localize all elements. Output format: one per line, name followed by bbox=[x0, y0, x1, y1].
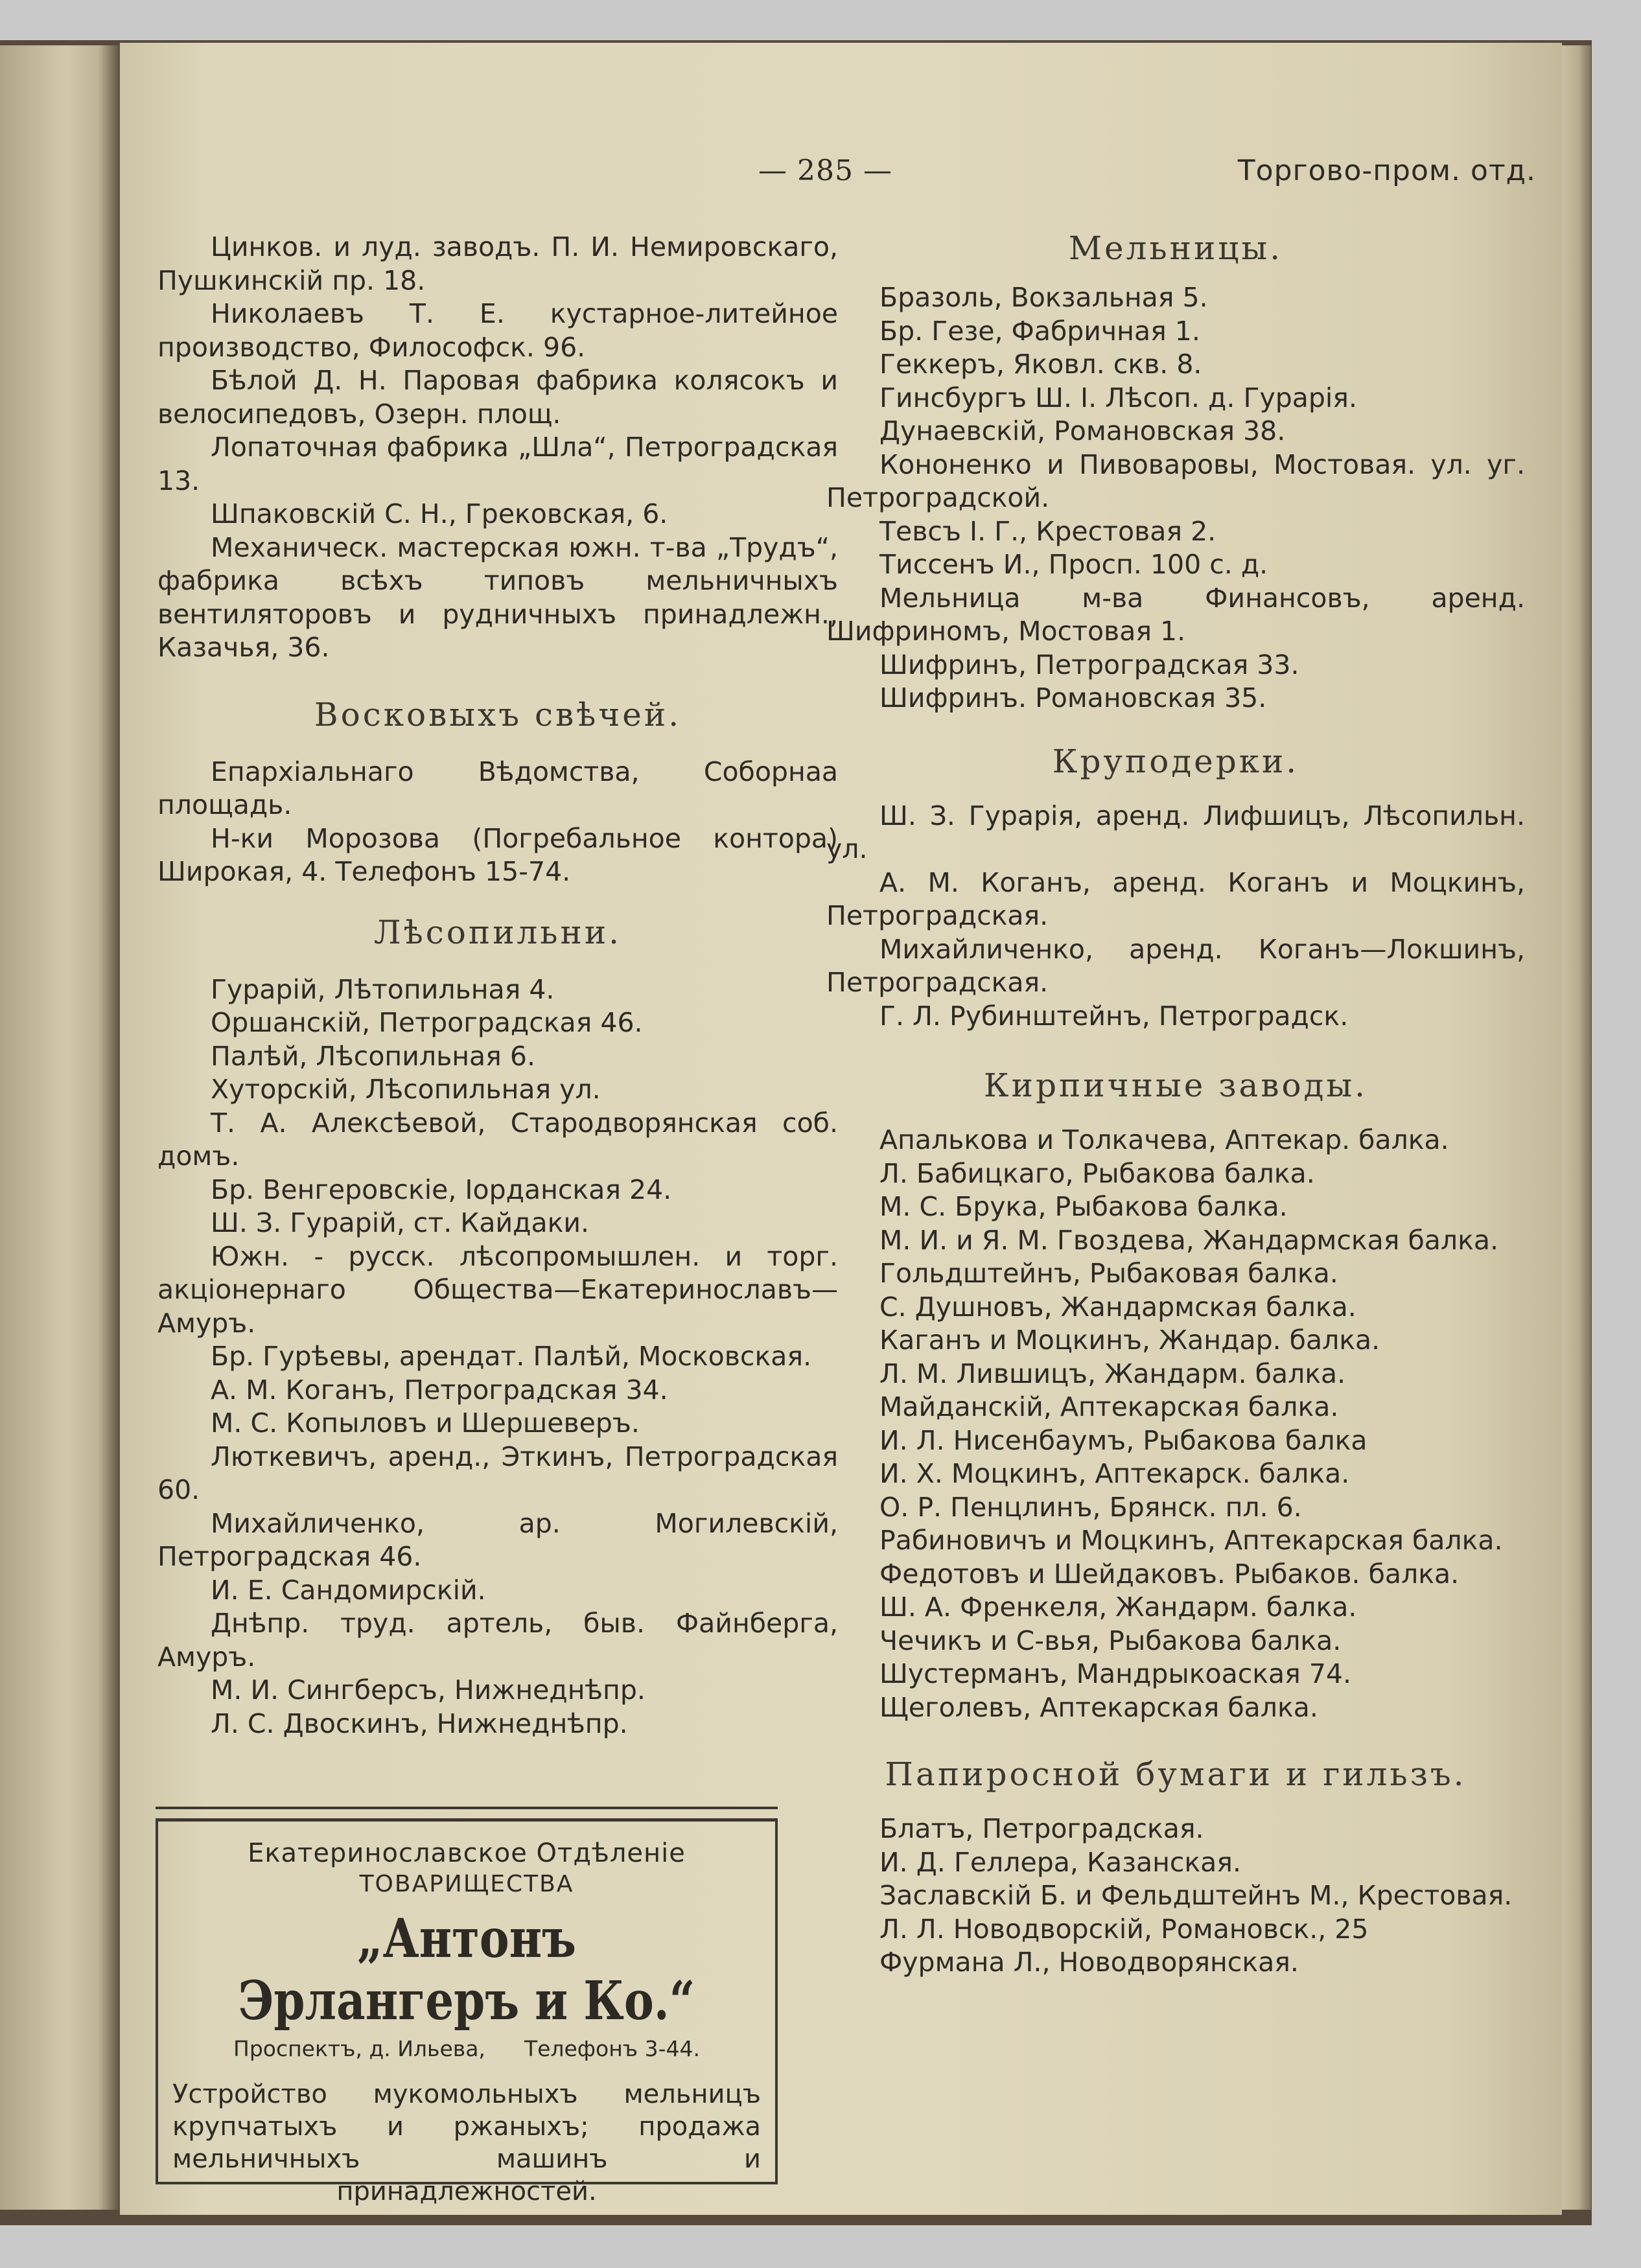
right-page-edge bbox=[1559, 45, 1591, 2210]
advert-address: Проспектъ, д. Ильева, bbox=[233, 2036, 485, 2061]
advert-description: Устройство мукомольныхъ мельницъ крупчатыхъ и ржаныхъ; продажа мельничныхъ машинъ и принадлежностей. bbox=[172, 2079, 761, 2206]
list-item: И. Л. Нисенбаумъ, Рыбакова балка bbox=[879, 1424, 1368, 1456]
list-item: Бѣлой Д. Н. Паровая фабрика колясокъ и велосипедовъ, Озерн. площ. bbox=[157, 365, 838, 430]
list-item: М. И. и Я. М. Гвоздева, Жандармская балка. bbox=[879, 1224, 1499, 1256]
left-top-entries bbox=[157, 231, 838, 665]
list-item: Л. Бабицкаго, Рыбакова балка. bbox=[879, 1157, 1315, 1189]
section-heading-wax-candles: Восковыхъ свѣчей. bbox=[314, 695, 682, 734]
list-item: Гольдштейнъ, Рыбаковая балка. bbox=[879, 1258, 1338, 1289]
list-item: Л. С. Двоскинъ, Нижнеднѣпр. bbox=[211, 1707, 628, 1739]
list-item: А. М. Коганъ, Петроградская 34. bbox=[211, 1374, 668, 1406]
list-item: Епархіальнаго Вѣдомства, Соборнаа площадь. bbox=[157, 756, 838, 820]
section-heading-brick-works: Кирпичные заводы. bbox=[983, 1067, 1368, 1104]
list-item: И. Е. Сандомирскій. bbox=[211, 1574, 486, 1606]
list-item: Чечикъ и С-вья, Рыбакова балка. bbox=[879, 1625, 1342, 1656]
list-item: Днѣпр. труд. артель, быв. Файнберга, Амуръ. bbox=[157, 1608, 838, 1672]
list-item: Гурарій, Лѣтопильная 4. bbox=[211, 973, 555, 1005]
list-item: Михайличенко, аренд. Коганъ—Локшинъ, Петроградская. bbox=[826, 933, 1525, 998]
list-item: Кононенко и Пивоваровы, Мостовая. ул. уг. Петроградской. bbox=[826, 448, 1525, 513]
list-item: Михайличенко, ар. Могилевскій, Петроградская 46. bbox=[157, 1507, 838, 1572]
list-item: Геккеръ, Яковл. скв. 8. bbox=[879, 349, 1202, 380]
list-item: Тевсъ І. Г., Крестовая 2. bbox=[879, 515, 1216, 547]
advert-top-rule bbox=[156, 1807, 778, 1809]
list-item: Федотовъ и Шейдаковъ. Рыбаков. балка. bbox=[879, 1558, 1460, 1590]
list-item: Лопаточная фабрика „Шла“, Петроградская 13. bbox=[157, 432, 838, 496]
list-item: Бразоль, Вокзальная 5. bbox=[879, 282, 1208, 313]
list-item: Майданскій, Аптекарская балка. bbox=[879, 1391, 1339, 1422]
advert-branch-line: Екатеринославское Отдѣленіе bbox=[248, 1838, 686, 1868]
advert-box bbox=[156, 1818, 778, 2206]
running-head: Торгово-пром. отд. bbox=[1237, 154, 1536, 187]
list-item: Н-ки Морозова (Погребальное контора) Широкая, 4. Телефонъ 15-74. bbox=[157, 822, 838, 887]
section-heading-mills: Мельницы. bbox=[1068, 229, 1283, 267]
list-item: С. Душновъ, Жандармская балка. bbox=[879, 1291, 1356, 1323]
list-item: Южн. - русск. лѣсопромышлен. и торг. акціонернаго Общества—Екатеринославъ—Амуръ. bbox=[157, 1240, 838, 1339]
list-item: Ш. А. Френкеля, Жандарм. балка. bbox=[879, 1591, 1357, 1623]
list-item: Тиссенъ И., Просп. 100 с. д. bbox=[879, 549, 1268, 580]
list-item: Оршанскій, Петроградская 46. bbox=[211, 1007, 643, 1038]
list-item: Т. А. Алексѣевой, Стародворянская соб. домъ. bbox=[157, 1107, 838, 1172]
list-item: Шифринъ, Петроградская 33. bbox=[879, 649, 1299, 680]
list-item: М. С. Копыловъ и Шершеверъ. bbox=[211, 1407, 640, 1439]
list-item: И. Д. Геллера, Казанская. bbox=[879, 1846, 1242, 1878]
list-item: Шустерманъ, Мандрыкоаская 74. bbox=[879, 1658, 1352, 1689]
list-item: Бр. Гезе, Фабричная 1. bbox=[879, 315, 1200, 347]
list-item: Каганъ и Моцкинъ, Жандар. балка. bbox=[879, 1325, 1380, 1356]
list-item: М. С. Брука, Рыбакова балка. bbox=[879, 1191, 1288, 1222]
list-item: Л. М. Лившицъ, Жандарм. балка. bbox=[879, 1358, 1346, 1389]
list-item: Дунаевскій, Романовская 38. bbox=[879, 415, 1286, 446]
list-item: Бр. Венгеровскіе, Іорданская 24. bbox=[211, 1174, 672, 1205]
list-item: Ш. З. Гурарія, аренд. Лифшицъ, Лѣсопильн. ул. bbox=[826, 800, 1525, 864]
list-item: Хуторскій, Лѣсопильная ул. bbox=[211, 1074, 601, 1105]
right-column bbox=[826, 231, 1525, 1980]
list-item: Блатъ, Петроградская. bbox=[879, 1813, 1204, 1844]
list-item: Цинков. и луд. заводъ. П. И. Немировскаго, Пушкинскій пр. 18. bbox=[157, 231, 838, 296]
list-item: М. И. Сингберсъ, Нижнеднѣпр. bbox=[211, 1674, 646, 1706]
list-item: О. Р. Пенцлинъ, Брянск. пл. 6. bbox=[879, 1491, 1302, 1523]
list-item: И. Х. Моцкинъ, Аптекарск. балка. bbox=[879, 1458, 1350, 1489]
list-item: Г. Л. Рубинштейнъ, Петроградск. bbox=[879, 1000, 1349, 1032]
list-item: Ш. З. Гурарій, ст. Кайдаки. bbox=[211, 1207, 590, 1238]
list-item: Л. Л. Новодворскій, Романовск., 25 bbox=[879, 1913, 1369, 1945]
list-item: Палѣй, Лѣсопильная 6. bbox=[211, 1040, 535, 1072]
list-item: Механическ. мастерская южн. т-ва „Трудъ“, фабрика всѣхъ типовъ мельничныхъ вентиляторовъ и рудничныхъ принадлежн., Казачья, 36. bbox=[157, 531, 838, 663]
list-item: Апалькова и Толкачева, Аптекар. балка. bbox=[879, 1124, 1449, 1155]
list-item: Шпаковскій С. Н., Грековская, 6. bbox=[211, 498, 668, 529]
list-item: Щеголевъ, Аптекарская балка. bbox=[879, 1691, 1318, 1723]
list-item: Рабиновичъ и Моцкинъ, Аптекарская балка. bbox=[879, 1525, 1503, 1556]
list-item: Бр. Гурѣевы, арендат. Палѣй, Московская. bbox=[211, 1341, 812, 1372]
list-item: Фурмана Л., Новодворянская. bbox=[879, 1947, 1299, 1978]
list-item: Заславскій Б. и Фельдштейнъ М., Крестовая. bbox=[879, 1880, 1513, 1911]
section-heading-sawmills: Лѣсопильни. bbox=[373, 913, 622, 951]
left-column bbox=[157, 231, 838, 1741]
list-item: Мельница м-ва Финансовъ, аренд. Шифриномъ, Мостовая 1. bbox=[826, 582, 1525, 647]
advert-firm-name: „Антонъ Эрлангеръ и Ко.“ bbox=[238, 1908, 695, 2032]
list-item: Гинсбургъ Ш. І. Лѣсоп. д. Гурарія. bbox=[879, 382, 1357, 413]
list-item: Николаевъ Т. Е. кустарное-литейное производство, Философск. 96. bbox=[157, 298, 838, 363]
list-item: А. М. Коганъ, аренд. Коганъ и Моцкинъ, Петроградская. bbox=[826, 866, 1525, 931]
list-item: Шифринъ. Романовская 35. bbox=[879, 682, 1267, 713]
page-number: — 285 — bbox=[758, 154, 892, 187]
list-item: Люткевичъ, аренд., Эткинъ, Петроградская 60. bbox=[157, 1441, 838, 1505]
advert-phone: Телефонъ 3-44. bbox=[524, 2036, 700, 2061]
document-page bbox=[120, 43, 1562, 2215]
section-heading-groat-mills: Круподерки. bbox=[1052, 742, 1299, 780]
left-page-edge bbox=[0, 45, 120, 2210]
section-heading-cigarette-paper: Папиросной бумаги и гильзъ. bbox=[885, 1755, 1467, 1793]
advert-contact-line bbox=[172, 2036, 761, 2061]
advert-company-type: ТОВАРИЩЕСТВА bbox=[359, 1871, 574, 1897]
